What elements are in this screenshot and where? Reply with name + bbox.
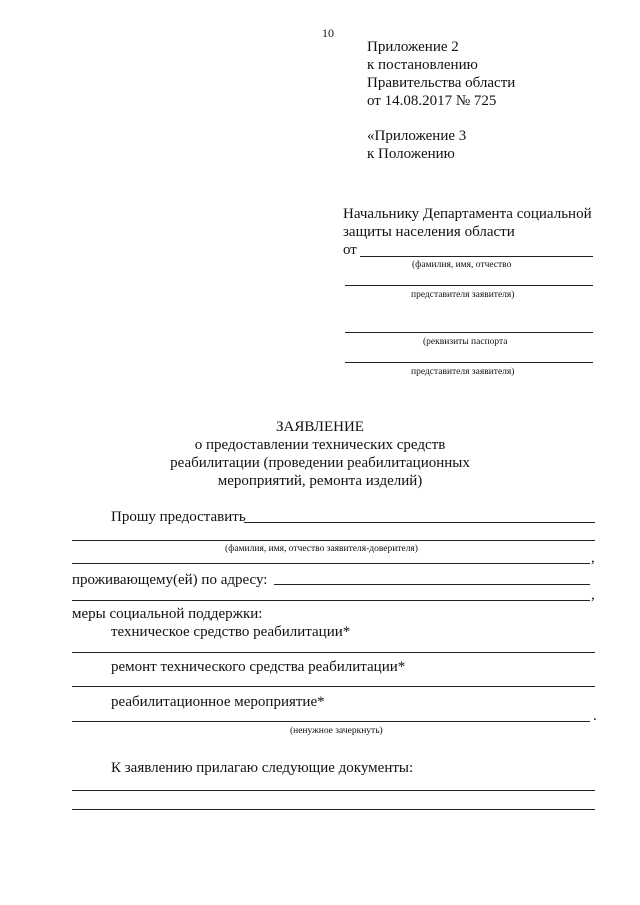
addressee-line: Начальнику Департамента социальной	[343, 206, 592, 222]
title-sub: реабилитации (проведении реабилитационных	[170, 455, 470, 471]
hint-passport: (реквизиты паспорта	[423, 337, 508, 347]
appendix-line: к постановлению	[367, 57, 478, 73]
appendix-line: Приложение 2	[367, 39, 459, 55]
representative-line[interactable]	[345, 285, 593, 286]
addressee-line: защиты населения области	[343, 224, 515, 240]
passport-line[interactable]	[345, 332, 593, 333]
support-item-2-line[interactable]	[72, 686, 595, 687]
appendix-line: от 14.08.2017 № 725	[367, 93, 497, 109]
hint-applicant: (фамилия, имя, отчество заявителя-доверителя)	[225, 544, 418, 554]
comma: ,	[591, 550, 595, 566]
applicant-line[interactable]	[72, 540, 595, 541]
request-line[interactable]	[244, 522, 595, 523]
comma: ,	[591, 587, 595, 603]
support-label: меры социальной поддержки:	[72, 606, 263, 622]
support-item-3-line[interactable]	[72, 721, 590, 722]
request-label: Прошу предоставить	[111, 509, 246, 525]
attach-label: К заявлению прилагаю следующие документы:	[111, 760, 414, 776]
hint-representative-2: представителя заявителя)	[411, 367, 515, 377]
title-main: ЗАЯВЛЕНИЕ	[276, 419, 364, 435]
hint-representative: представителя заявителя)	[411, 290, 515, 300]
appendix-line: Правительства области	[367, 75, 516, 91]
page-number: 10	[322, 26, 334, 40]
support-item-1: техническое средство реабилитации*	[111, 624, 351, 640]
attach-line-1[interactable]	[72, 790, 595, 791]
attach-line-2[interactable]	[72, 809, 595, 810]
support-item-1-line[interactable]	[72, 652, 595, 653]
appendix-line: к Положению	[367, 146, 455, 162]
support-item-3: реабилитационное мероприятие*	[111, 694, 325, 710]
address-line-2[interactable]	[72, 600, 590, 601]
from-label: от	[343, 242, 357, 258]
from-name-line[interactable]	[360, 256, 593, 257]
appendix-line: «Приложение 3	[367, 128, 467, 144]
passport-line-2[interactable]	[345, 362, 593, 363]
hint-name: (фамилия, имя, отчество	[412, 260, 512, 270]
support-item-2: ремонт технического средства реабилитации*	[111, 659, 406, 675]
address-line[interactable]	[274, 584, 590, 585]
period: .	[593, 708, 597, 724]
title-sub: о предоставлении технических средств	[194, 437, 446, 453]
hint-strike: (ненужное зачеркнуть)	[290, 726, 383, 736]
applicant-line-2[interactable]	[72, 563, 590, 564]
title-sub: мероприятий, ремонта изделий)	[217, 473, 423, 489]
address-label: проживающему(ей) по адресу:	[72, 572, 268, 588]
